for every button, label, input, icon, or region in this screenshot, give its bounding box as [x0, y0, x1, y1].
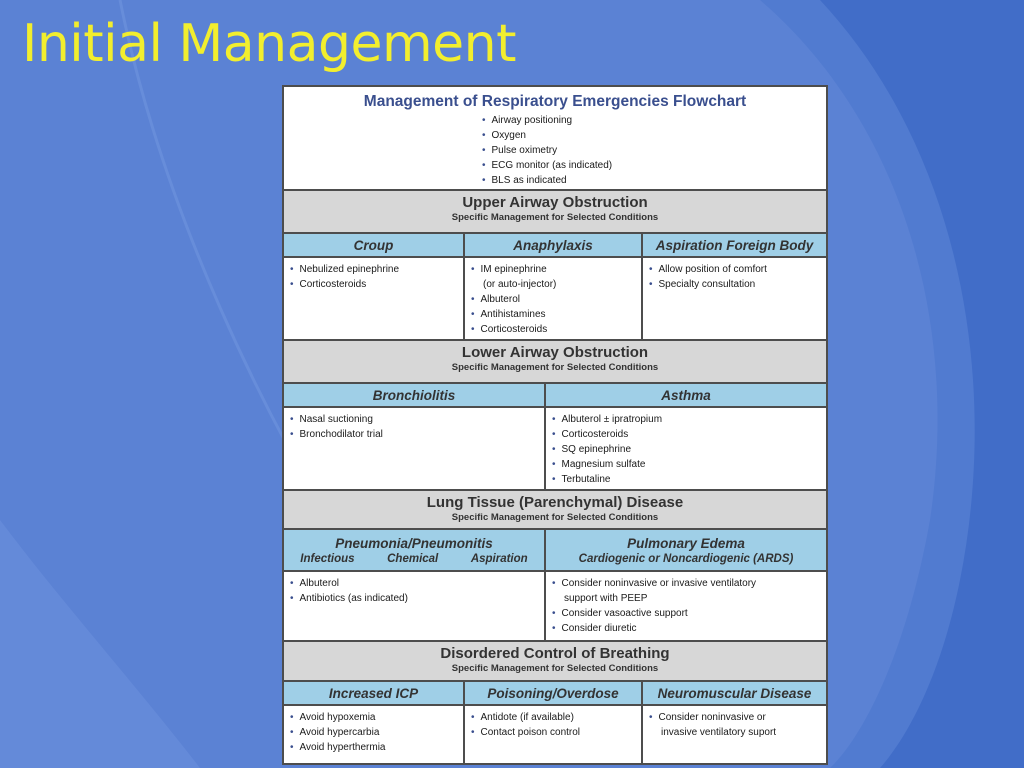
condition-croup: Croup	[284, 234, 465, 256]
list-item: • Avoid hypercarbia	[290, 725, 457, 740]
list-item: • Bronchodilator trial	[290, 427, 538, 442]
list-item: • Avoid hyperthermia	[290, 740, 457, 755]
condition-anaphylaxis: Anaphylaxis	[465, 234, 643, 256]
management-cell	[465, 258, 643, 339]
list-item: • Antidote (if available)	[471, 710, 635, 725]
list-item: • Oxygen	[482, 128, 826, 143]
condition-header-row	[284, 234, 826, 258]
management-cell	[284, 706, 465, 763]
list-item: • Antibiotics (as indicated)	[290, 591, 538, 606]
management-cell	[546, 572, 826, 640]
list-item: • Avoid hypoxemia	[290, 710, 457, 725]
management-row	[284, 408, 826, 491]
list-item: • Allow position of comfort	[649, 262, 820, 277]
list-item: • Pulse oximetry	[482, 143, 826, 158]
management-cell	[284, 572, 546, 640]
condition-header-row	[284, 682, 826, 706]
condition-pulmonary-edema	[546, 530, 826, 570]
condition-poisoning-overdose: Poisoning/Overdose	[465, 682, 643, 704]
condition-header-row	[284, 530, 826, 572]
management-cell	[284, 408, 546, 489]
initial-management-list	[482, 113, 826, 188]
list-item: • Specialty consultation	[649, 277, 820, 292]
list-item: • Corticosteroids	[552, 427, 820, 442]
list-item: • Airway positioning	[482, 113, 826, 128]
management-cell	[465, 706, 643, 763]
section-header-disordered-control	[284, 642, 826, 682]
condition-subcategories	[284, 553, 544, 565]
condition-neuromuscular-disease: Neuromuscular Disease	[643, 682, 826, 704]
list-item-continuation: support with PEEP	[564, 593, 648, 604]
list-item: • Consider vasoactive support	[552, 606, 820, 621]
section-subtitle: Specific Management for Selected Conditions	[451, 663, 659, 674]
list-item: • IM epinephrine	[471, 262, 635, 277]
section-title: Disordered Control of Breathing	[440, 645, 670, 662]
section-title: Lower Airway Obstruction	[461, 344, 649, 361]
section-header-lower-airway	[284, 341, 826, 384]
subcategory-label: Infectious	[300, 552, 355, 565]
section-subtitle: Specific Management for Selected Conditions	[451, 362, 659, 373]
list-item: • Albuterol ± ipratropium	[552, 412, 820, 427]
list-item: • SQ epinephrine	[552, 442, 820, 457]
section-header-lung-tissue	[284, 491, 826, 530]
section-title: Upper Airway Obstruction	[462, 194, 648, 211]
condition-bronchiolitis: Bronchiolitis	[284, 384, 546, 406]
condition-label: Pulmonary Edema	[627, 535, 745, 551]
flowchart	[282, 85, 828, 765]
list-item: • ECG monitor (as indicated)	[482, 158, 826, 173]
condition-increased-icp: Increased ICP	[284, 682, 465, 704]
list-item: • Antihistamines	[471, 307, 635, 322]
section-subtitle: Specific Management for Selected Conditions	[451, 512, 659, 523]
condition-pneumonia	[284, 530, 546, 570]
list-item: • Consider noninvasive or invasive ventilatory	[552, 576, 820, 591]
management-cell	[643, 706, 826, 763]
list-item: • Contact poison control	[471, 725, 635, 740]
list-item: • BLS as indicated	[482, 173, 826, 188]
list-item: • Nebulized epinephrine	[290, 262, 457, 277]
flowchart-header	[284, 87, 826, 191]
management-cell	[643, 258, 826, 339]
list-item: • Corticosteroids	[290, 277, 457, 292]
list-item: • Albuterol	[471, 292, 635, 307]
condition-header-row	[284, 384, 826, 408]
slide-title: Initial Management	[22, 14, 516, 74]
condition-aspiration-foreign-body: Aspiration Foreign Body	[643, 234, 826, 256]
list-item-continuation: (or auto-injector)	[483, 279, 557, 290]
list-item: • Consider noninvasive or	[649, 710, 820, 725]
management-row	[284, 572, 826, 642]
condition-asthma: Asthma	[546, 384, 826, 406]
list-item-continuation: invasive ventilatory suport	[661, 727, 777, 738]
subcategory-label: Aspiration	[470, 552, 528, 565]
management-cell	[546, 408, 826, 489]
list-item: • Consider diuretic	[552, 621, 820, 636]
section-header-upper-airway	[284, 191, 826, 234]
list-item: • Corticosteroids	[471, 322, 635, 337]
list-item: • Albuterol	[290, 576, 538, 591]
list-item: • Nasal suctioning	[290, 412, 538, 427]
section-title: Lung Tissue (Parenchymal) Disease	[426, 494, 684, 511]
subcategory-label: Chemical	[387, 552, 439, 565]
condition-subcategory: Cardiogenic or Noncardiogenic (ARDS)	[578, 552, 794, 565]
list-item: • Magnesium sulfate	[552, 457, 820, 472]
management-row	[284, 706, 826, 763]
management-cell	[284, 258, 465, 339]
section-subtitle: Specific Management for Selected Conditions	[451, 212, 659, 223]
management-row	[284, 258, 826, 341]
flowchart-title: Management of Respiratory Emergencies Flowchart	[363, 93, 747, 110]
condition-label: Pneumonia/Pneumonitis	[335, 535, 493, 551]
list-item: • Terbutaline	[552, 472, 820, 487]
